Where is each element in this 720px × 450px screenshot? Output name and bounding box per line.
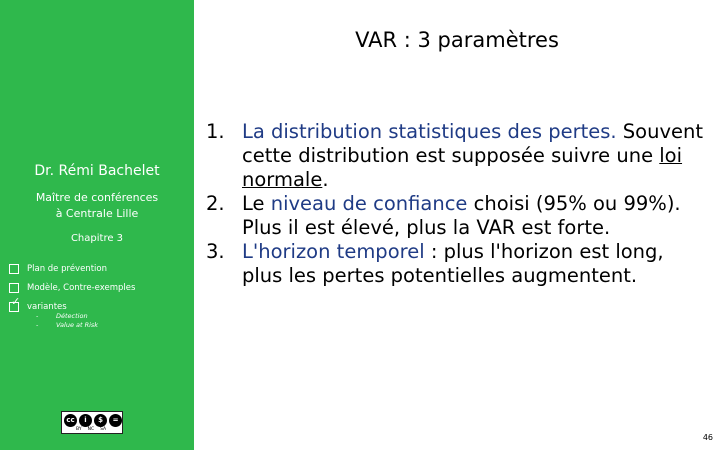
by-icon: i [79,414,92,427]
dash-bullet: - [36,312,39,320]
page-number: 46 [702,433,713,442]
nav-item-label: Modèle, Contre-exemples [27,283,136,293]
subnav-item-value-at-risk[interactable] [36,321,186,330]
creative-commons-badge[interactable] [61,411,123,434]
subnav-item-label: Détection [56,312,88,320]
license-icons [64,414,122,427]
item-number: 3. [206,240,225,263]
item-number: 2. [206,192,225,215]
list-item-3 [206,240,706,288]
nav-item-modele-contre-exemples[interactable] [9,282,189,301]
slide-title: VAR : 3 paramètres [355,28,559,52]
checkbox-icon [9,283,19,293]
nav-item-label: Plan de prévention [27,264,107,274]
chapter-label: Chapitre 3 [70,233,124,244]
highlight-text: La distribution statistiques des pertes. [242,120,617,143]
author-role [0,190,194,222]
body-text: Souvent cette distribution est supposée suivre une [242,120,704,167]
checkbox-icon [9,264,19,274]
checked-box-icon [9,302,19,312]
cc-icon: cc [64,414,77,427]
subnav-item-label: Value at Risk [56,321,99,329]
nav-item-plan-de-prevention[interactable] [9,263,189,282]
underlined-text: loi normale [242,144,683,191]
sidebar-subnav [36,312,186,330]
author-name: Dr. Rémi Bachelet [34,163,160,179]
body-text: . [322,168,329,191]
highlight-text: niveau de confiance [270,192,468,215]
body-text: : plus l'horizon est long, plus les pertes potentielles augmentent. [242,240,664,287]
dash-bullet: - [36,321,39,329]
numbered-list [206,120,706,288]
sa-icon: = [109,414,122,427]
nav-item-label: variantes [27,302,67,312]
list-item-2 [206,192,706,240]
license-labels [76,427,106,432]
item-number: 1. [206,120,225,143]
body-text: Le [242,192,271,215]
subnav-item-detection[interactable] [36,312,186,321]
role-line-2: à Centrale Lille [55,207,139,220]
nc-icon: $ [94,414,107,427]
sidebar [0,0,194,450]
license-label-by: BY [76,427,82,432]
body-text: choisi (95% ou 99%). Plus il est élevé, plus la VAR est forte. [242,192,681,239]
list-item-1 [206,120,706,192]
license-label-sa: SA [100,427,107,432]
highlight-text: L'horizon temporel [242,240,425,263]
license-label-nc: NC [87,427,95,432]
role-line-1: Maître de conférences [35,191,159,204]
